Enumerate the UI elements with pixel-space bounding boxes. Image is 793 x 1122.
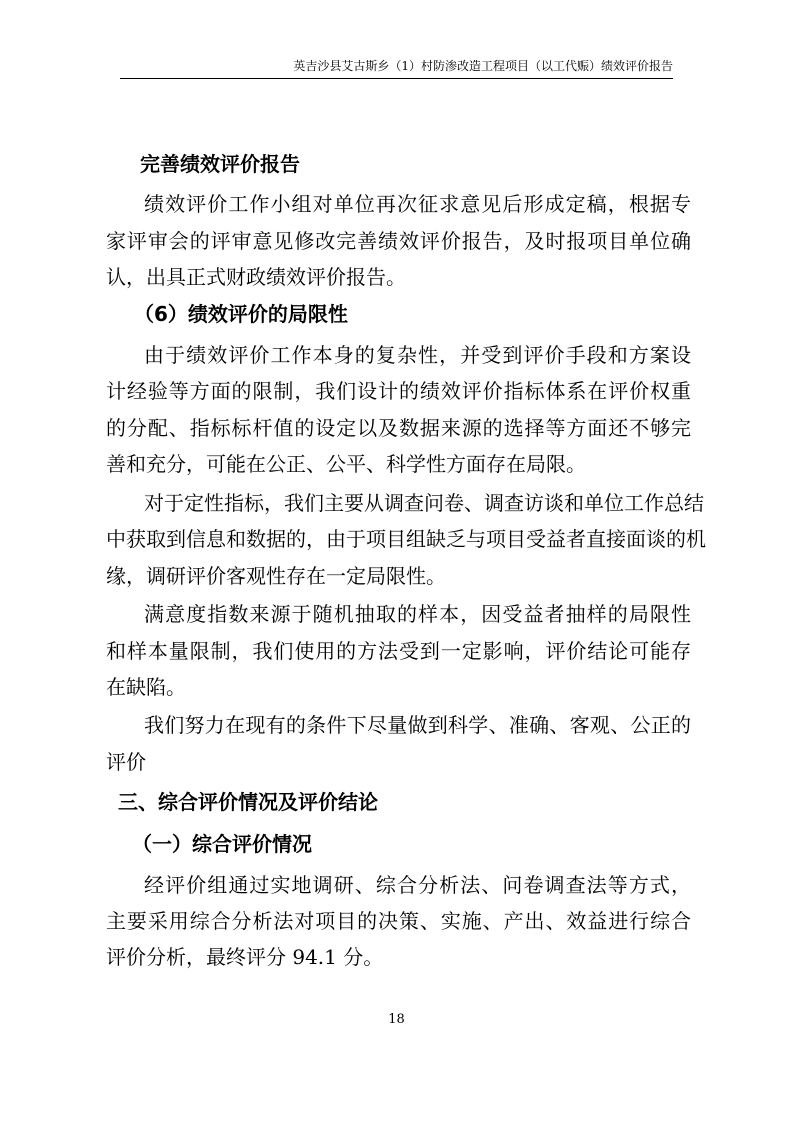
section-heading: 三、综合评价情况及评价结论	[118, 790, 378, 814]
paragraph-line: 对于定性指标，我们主要从调查问卷、调查访谈和单位工作总结	[144, 491, 704, 515]
paragraph-line: 主要采用综合分析法对项目的决策、实施、产出、效益进行综合	[106, 909, 691, 933]
header-divider	[120, 78, 673, 79]
page-header-title: 英吉沙县艾古斯乡（1）村防渗改造工程项目（以工代赈）绩效评价报告	[293, 59, 673, 73]
paragraph-line: 在缺陷。	[106, 675, 186, 699]
paragraph-line: 中获取到信息和数据的，由于项目组缺乏与项目受益者直接面谈的机	[106, 527, 706, 551]
paragraph-line: 我们努力在现有的条件下尽量做到科学、准确、客观、公正的	[144, 713, 691, 737]
paragraph-line: 评价分析，最终评分 94.1 分。	[106, 945, 384, 969]
paragraph-line: 和样本量限制，我们使用的方法受到一定影响，评价结论可能存	[106, 639, 691, 663]
paragraph-line: 家评审会的评审意见修改完善绩效评价报告，及时报项目单位确	[106, 229, 691, 253]
page-number: 18	[388, 1012, 405, 1027]
paragraph-line: 经评价组通过实地调研、综合分析法、问卷调查法等方式，	[144, 873, 691, 897]
paragraph-line: 的分配、指标标杆值的设定以及数据来源的选择等方面还不够完	[106, 416, 691, 440]
paragraph-line: 缘，调研评价客观性存在一定局限性。	[106, 564, 446, 588]
paragraph-line: 计经验等方面的限制，我们设计的绩效评价指标体系在评价权重	[106, 379, 691, 403]
paragraph-line: 绩效评价工作小组对单位再次征求意见后形成定稿，根据专	[144, 192, 691, 216]
paragraph-line: 善和充分，可能在公正、公平、科学性方面存在局限。	[106, 452, 586, 476]
section-heading: 完善绩效评价报告	[140, 152, 300, 176]
paragraph-line: 由于绩效评价工作本身的复杂性，并受到评价手段和方案设	[144, 343, 691, 367]
subsection-heading: （一）综合评价情况	[132, 832, 312, 856]
paragraph-line: 满意度指数来源于随机抽取的样本，因受益者抽样的局限性	[144, 602, 691, 626]
section-heading: （6）绩效评价的局限性	[134, 302, 348, 326]
paragraph-line: 评价	[106, 750, 146, 774]
paragraph-line: 认，出具正式财政绩效评价报告。	[106, 265, 406, 289]
